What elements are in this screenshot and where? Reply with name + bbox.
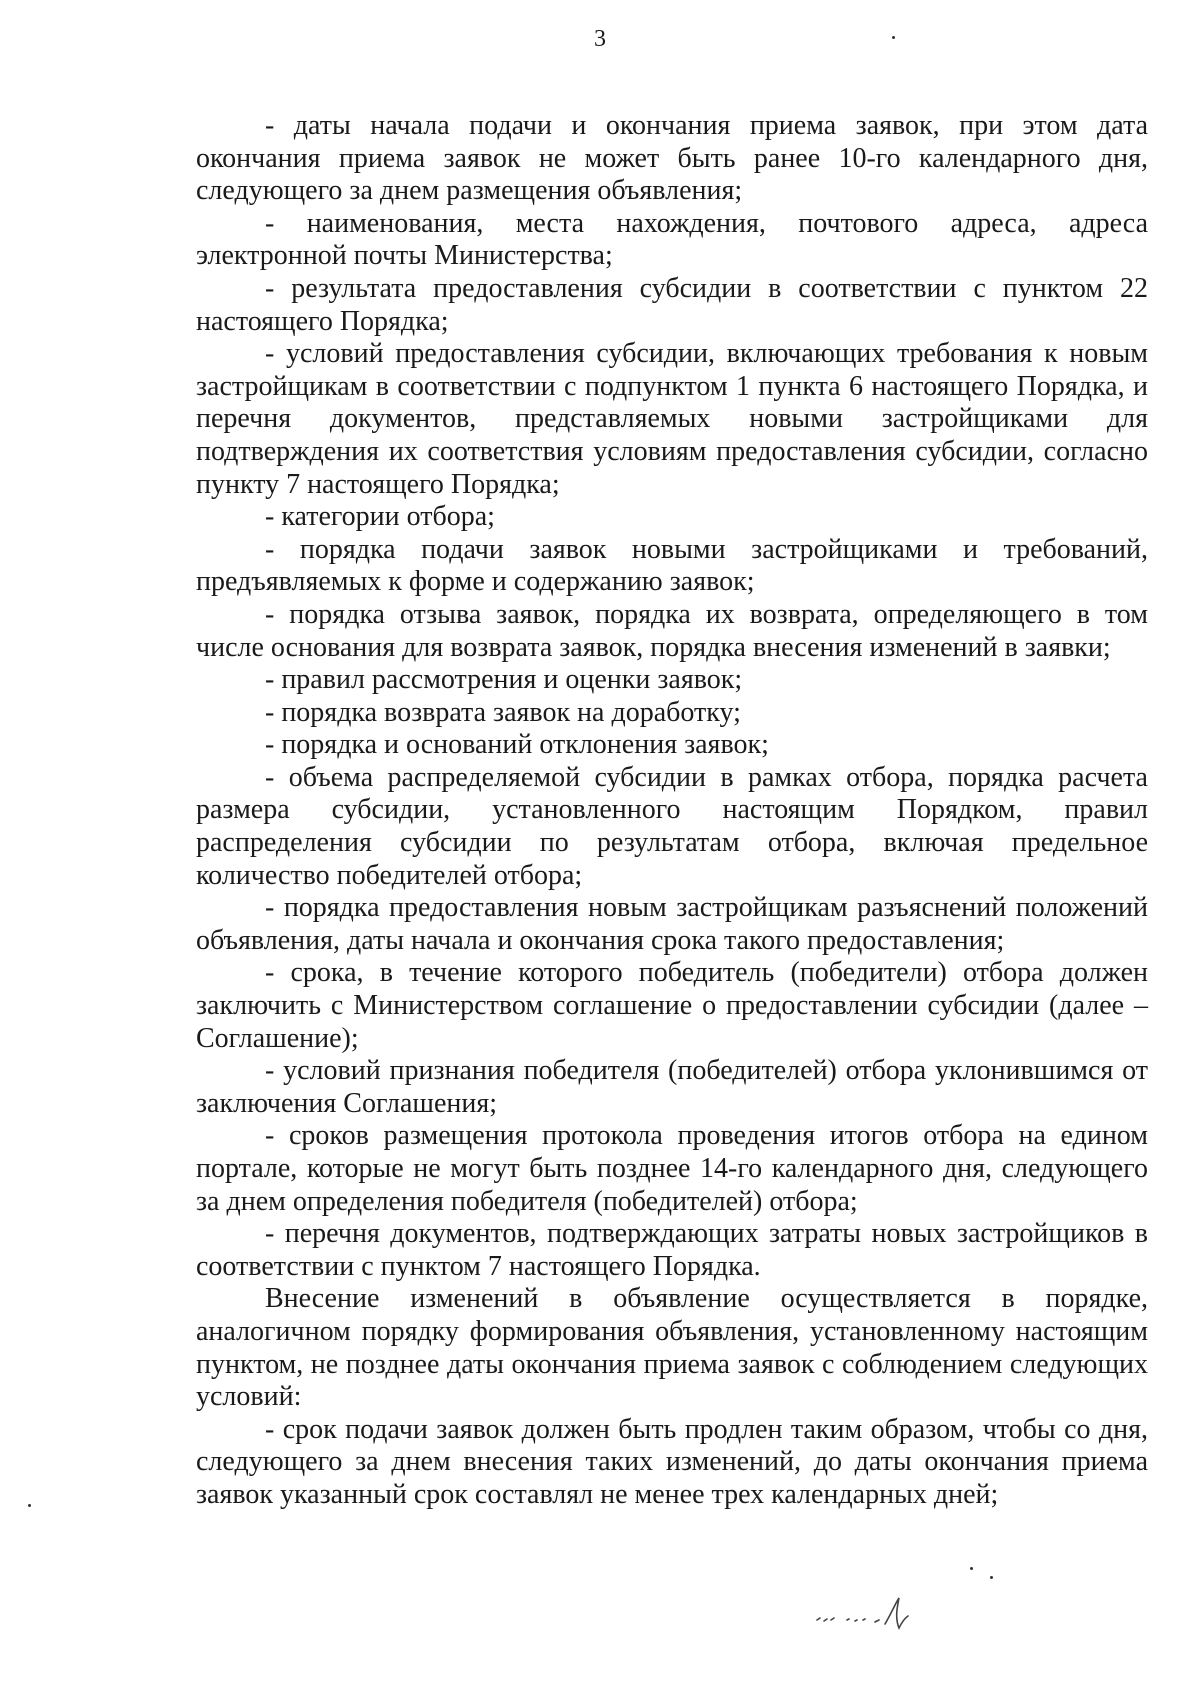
paragraph: - сроков размещения протокола проведения итогов отбора на едином портале, которые не могут быть позднее 14-го календарного дня, следующего за днем определения победителя (победителей) отбора; xyxy=(196,1120,1148,1217)
paragraph: - порядка и оснований отклонения заявок; xyxy=(265,729,769,761)
paragraph: - срок подачи заявок должен быть продлен таким образом, чтобы со дня, следующего за днем внесения таких изменений, до даты окончания приема заявок указанный срок составлял не менее трех календарных дней; xyxy=(196,1413,1148,1510)
paragraph: - порядка отзыва заявок, порядка их возврата, определяющего в том числе основания для возврата заявок, порядка внесения изменений в заявки; xyxy=(196,598,1148,663)
paragraph: - условий признания победителя (победителей) отбора уклонившимся от заключения Соглашения; xyxy=(196,1055,1148,1119)
paragraph: - порядка возврата заявок на доработку; xyxy=(265,696,741,728)
paragraph: - перечня документов, подтверждающих затраты новых застройщиков в соответствии с пунктом 7 настоящего Порядка. xyxy=(196,1218,1148,1282)
signature-mark xyxy=(815,1590,965,1640)
scan-speck xyxy=(892,36,895,39)
paragraph: - условий предоставления субсидии, включающих требования к новым застройщикам в соответствии с подпунктом 1 пункта 6 настоящего Порядка, и перечня документов, представляемых новыми застройщиками для подтверждения их соответствия условиям предоставления субсидии, согласно пункту 7 настоящего Порядка; xyxy=(196,338,1148,500)
scan-speck xyxy=(990,1576,993,1579)
paragraph: - объема распределяемой субсидии в рамках отбора, порядка расчета размера субсидии, установленного настоящим Порядком, правил распределения субсидии по результатам отбора, включая предельное количество победителей отбора; xyxy=(196,761,1148,891)
paragraph: - даты начала подачи и окончания приема заявок, при этом дата окончания приема заявок не может быть ранее 10-го календарного дня, следующего за днем размещения объявления; xyxy=(196,110,1148,207)
document-body xyxy=(196,110,1148,1512)
scan-speck xyxy=(28,1504,31,1507)
page-number: 3 xyxy=(594,26,606,52)
paragraph: - срока, в течение которого победитель (победители) отбора должен заключить с Министерством соглашение о предоставлении субсидии (далее – Соглашение); xyxy=(196,957,1148,1054)
paragraph: - категории отбора; xyxy=(265,501,495,533)
paragraph: - правил рассмотрения и оценки заявок; xyxy=(265,664,743,696)
paragraph: - результата предоставления субсидии в соответствии с пунктом 22 настоящего Порядка; xyxy=(196,272,1148,337)
scan-speck xyxy=(970,1567,973,1570)
paragraph: Внесение изменений в объявление осуществляется в порядке, аналогичном порядку формирования объявления, установленному настоящим пунктом, не позднее даты окончания приема заявок с соблюдением следующих условий: xyxy=(196,1283,1148,1413)
paragraph: - порядка подачи заявок новыми застройщиками и требований, предъявляемых к форме и содержанию заявок; xyxy=(196,533,1148,598)
paragraph: - порядка предоставления новым застройщикам разъяснений положений объявления, даты начала и окончания срока такого предоставления; xyxy=(196,892,1148,956)
paragraph: - наименования, места нахождения, почтового адреса, адреса электронной почты Министерства; xyxy=(196,207,1148,272)
